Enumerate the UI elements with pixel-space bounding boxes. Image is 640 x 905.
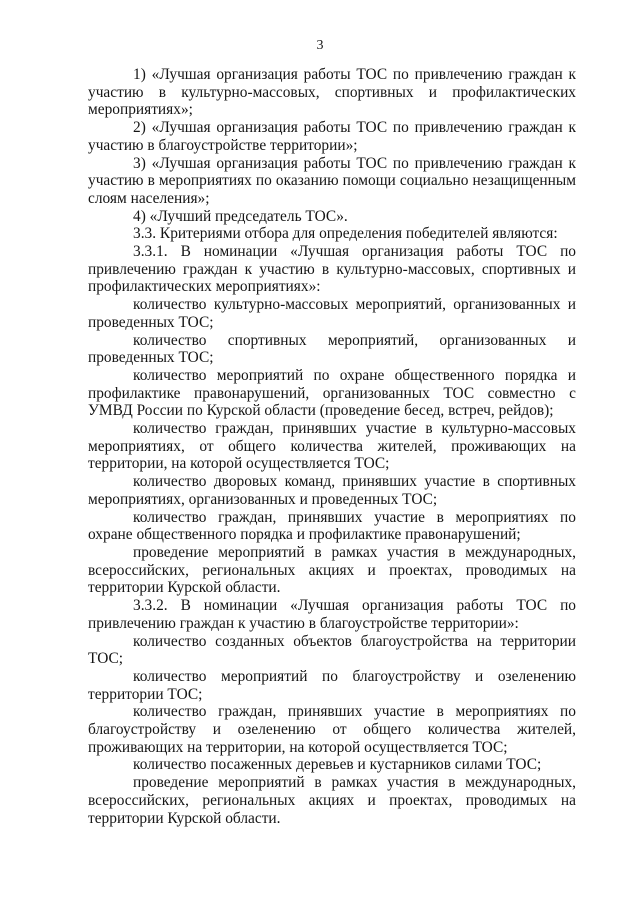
criterion-paragraph: количество дворовых команд, принявших участие в спортивных мероприятиях, организованных и проведенных ТОС; [88, 473, 576, 508]
nomination-item-1: 1) «Лучшая организация работы ТОС по привлечению граждан к участию в культурно-массовых, спортивных и профилактических мероприятиях»; [88, 66, 576, 119]
page-number: 3 [316, 38, 324, 53]
criterion-paragraph: количество мероприятий по благоустройству и озеленению территории ТОС; [88, 667, 576, 703]
criterion-paragraph: проведение мероприятий в рамках участия в международных, всероссийских, региональных акциях и проектах, проводимых на территории Курской области. [88, 543, 576, 597]
criterion-paragraph: количество граждан, принявших участие в культурно-массовых мероприятиях, от общего количества жителей, проживающих на территории, на которой осуществляется ТОС; [88, 420, 576, 473]
nomination-item-4: 4) «Лучший председатель ТОС». [133, 207, 348, 225]
section-3-3-heading: 3.3. Критериями отбора для определения победителей являются: [133, 225, 558, 243]
criterion-paragraph: количество граждан, принявших участие в мероприятиях по благоустройству и озеленению от общего количества жителей, проживающих на территории, на которой осуществляется ТОС; [88, 703, 576, 756]
criterion-paragraph: количество граждан, принявших участие в мероприятиях по охране общественного порядка и профилактике правонарушений; [88, 508, 576, 544]
criterion-paragraph: количество мероприятий по охране общественного порядка и профилактике правонарушений, организованных ТОС совместно с УМВД России по Курской области (проведение бесед, встреч, рейдов); [88, 366, 576, 420]
criterion-paragraph: количество посаженных деревьев и кустарников силами ТОС; [133, 756, 542, 774]
criterion-paragraph: количество спортивных мероприятий, организованных и проведенных ТОС; [88, 331, 576, 367]
nomination-item-3: 3) «Лучшая организация работы ТОС по привлечению граждан к участию в мероприятиях по оказанию помощи социально незащищенным слоям населения»; [88, 154, 576, 207]
section-3-3-1-heading: 3.3.1. В номинации «Лучшая организация работы ТОС по привлечению граждан к участию в культурно-массовых, спортивных и профилактических мероприятиях»: [88, 243, 576, 296]
nomination-item-2: 2) «Лучшая организация работы ТОС по привлечению граждан к участию в благоустройстве территории»; [88, 119, 576, 154]
criterion-paragraph: количество созданных объектов благоустройства на территории ТОС; [88, 632, 576, 668]
criterion-paragraph: проведение мероприятий в рамках участия в международных, всероссийских, региональных акциях и проектах, проводимых на территории Курской области. [88, 774, 576, 827]
document-body [88, 66, 576, 827]
criterion-paragraph: количество культурно-массовых мероприятий, организованных и проведенных ТОС; [88, 296, 576, 331]
section-3-3-2-heading: 3.3.2. В номинации «Лучшая организация работы ТОС по привлечению граждан к участию в благоустройстве территории»: [88, 597, 576, 632]
